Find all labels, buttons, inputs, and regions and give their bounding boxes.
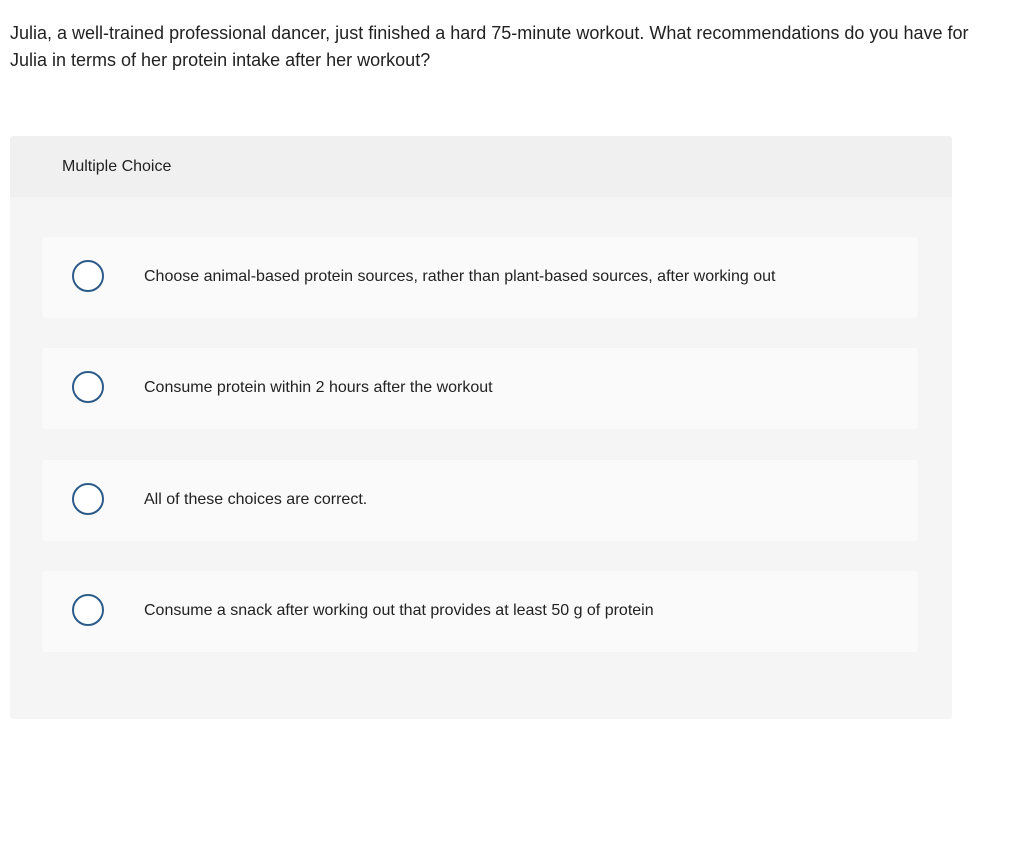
multiple-choice-panel <box>10 136 952 719</box>
question-type-label: Multiple Choice <box>62 158 172 175</box>
multiple-choice-header <box>10 136 952 197</box>
answer-option-label[interactable]: Consume protein within 2 hours after the workout <box>144 379 493 396</box>
radio-button-icon[interactable] <box>72 594 104 626</box>
radio-button-icon[interactable] <box>72 260 104 292</box>
answer-option-2[interactable] <box>42 348 918 429</box>
question-text: Julia, a well-trained professional dancer, just finished a hard 75-minute workout. What recommendations do you have for Julia in terms of her protein intake after her workout? <box>10 23 969 70</box>
answer-option-label[interactable]: All of these choices are correct. <box>144 491 368 508</box>
radio-button-icon[interactable] <box>72 371 104 403</box>
answer-option-4[interactable] <box>42 571 918 652</box>
answer-option-3[interactable] <box>42 460 918 541</box>
answer-option-1[interactable] <box>42 237 918 318</box>
answer-option-label[interactable]: Choose animal-based protein sources, rather than plant-based sources, after working out <box>144 268 776 285</box>
answer-option-label[interactable]: Consume a snack after working out that provides at least 50 g of protein <box>144 602 654 619</box>
radio-button-icon[interactable] <box>72 483 104 515</box>
